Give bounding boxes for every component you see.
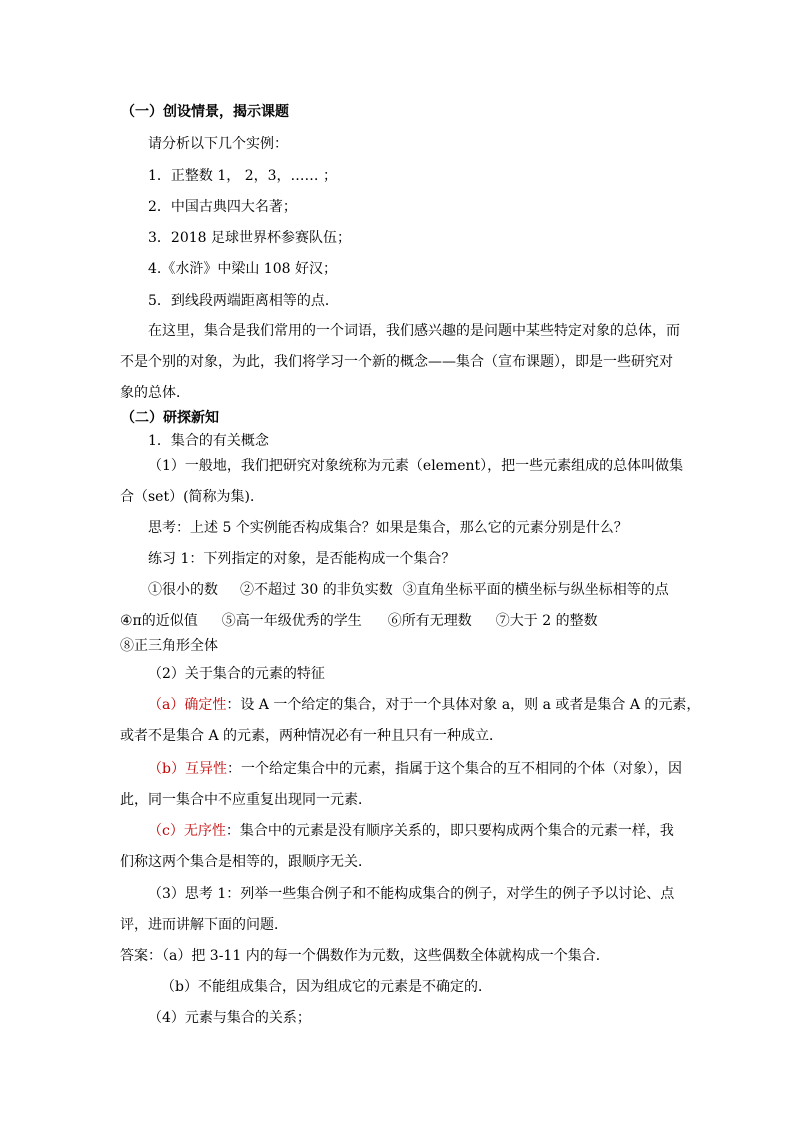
subheading-features: （2）关于集合的元素的特征 — [148, 666, 325, 682]
think-question: 思考：上述 5 个实例能否构成集合？如果是集合，那么它的元素分别是什么？ — [148, 520, 628, 536]
example-3: 3．2018 足球世界杯参赛队伍； — [148, 230, 351, 246]
intro-text: 请分析以下几个实例： — [148, 136, 288, 152]
exercise-item: ④π的近似值 — [120, 613, 198, 629]
feature-a-line-1: （a）确定性：设 A 一个给定的集合，对于一个具体对象 a，则 a 或者是集合 A 的元素， — [148, 697, 701, 713]
example-2: 2．中国古典四大名著； — [148, 199, 297, 215]
exercise-item: ⑧正三角形全体 — [120, 638, 218, 654]
exercise-item: ⑥所有无理数 — [387, 613, 472, 629]
definition-line-1: （1）一般地，我们把研究对象统称为元素（element），把一些元素组成的总体叫做集 — [148, 458, 684, 474]
exercise-item: ③直角坐标平面的横坐标与纵坐标相等的点 — [402, 582, 669, 598]
feature-a-label: （a）确定性 — [148, 697, 227, 713]
example-5: 5．到线段两端距离相等的点． — [148, 293, 339, 309]
feature-c-line-2: 们称这两个集合是相等的，跟顺序无关． — [120, 854, 372, 870]
answer-line-2: （b）不能组成集合，因为组成它的元素是不确定的． — [161, 979, 492, 995]
exercise-item: ①很小的数 — [148, 582, 218, 598]
answer-line-1: 答案：（a）把 3-11 内的每一个偶数作为元数，这些偶数全体就构成一个集合． — [120, 948, 610, 964]
feature-b-line-1: （b）互异性：一个给定集合中的元素，指属于这个集合的互不相同的个体（对象），因 — [148, 761, 682, 777]
feature-a-line-2: 或者不是集合 A 的元素，两种情况必有一种且只有一种成立． — [120, 728, 504, 744]
section-heading-1: （一）创设情景，揭示课题 — [121, 104, 289, 120]
feature-b-label: （b）互异性 — [148, 761, 227, 777]
paragraph-line-1: 在这里，集合是我们常用的一个词语，我们感兴趣的是问题中某些特定对象的总体，而 — [148, 323, 680, 339]
feature-b-line-2: 此，同一集合中不应重复出现同一元素． — [120, 792, 372, 808]
example-1: 1．正整数 1， 2，3，…… ； — [148, 168, 337, 184]
exercise-item: ②不超过 30 的非负实数 — [240, 582, 393, 598]
exercise-item: ⑦大于 2 的整数 — [495, 613, 598, 629]
example-4: 4.《水浒》中梁山 108 好汉； — [148, 261, 337, 277]
section-heading-2: （二）研探新知 — [121, 410, 219, 426]
paragraph-line-3: 象的总体． — [120, 385, 190, 401]
exercise-1-title: 练习 1：下列指定的对象，是否能构成一个集合？ — [148, 551, 456, 567]
paragraph-line-2: 不是个别的对象，为此，我们将学习一个新的概念——集合（宣布课题），即是一些研究对 — [120, 354, 673, 370]
feature-c-label: （c）无序性 — [148, 823, 226, 839]
exercise-items-row-1 — [148, 581, 669, 599]
subheading-concepts: 1．集合的有关概念 — [148, 433, 269, 449]
exercise-item: ⑤高一年级优秀的学生 — [221, 613, 362, 629]
exercise-items-row-2 — [120, 612, 598, 630]
feature-c-line-1: （c）无序性：集合中的元素是没有顺序关系的，即只要构成两个集合的元素一样，我 — [148, 823, 674, 839]
think-3-line-2: 评，进而讲解下面的问题． — [120, 917, 288, 933]
think-3-line-1: （3）思考 1：列举一些集合例子和不能构成集合的例子，对学生的例子予以讨论、点 — [148, 886, 675, 902]
subheading-element-relation: （4）元素与集合的关系； — [148, 1010, 311, 1026]
definition-line-2: 合（set）(简称为集)． — [120, 489, 265, 505]
exercise-items-row-3 — [120, 637, 218, 655]
